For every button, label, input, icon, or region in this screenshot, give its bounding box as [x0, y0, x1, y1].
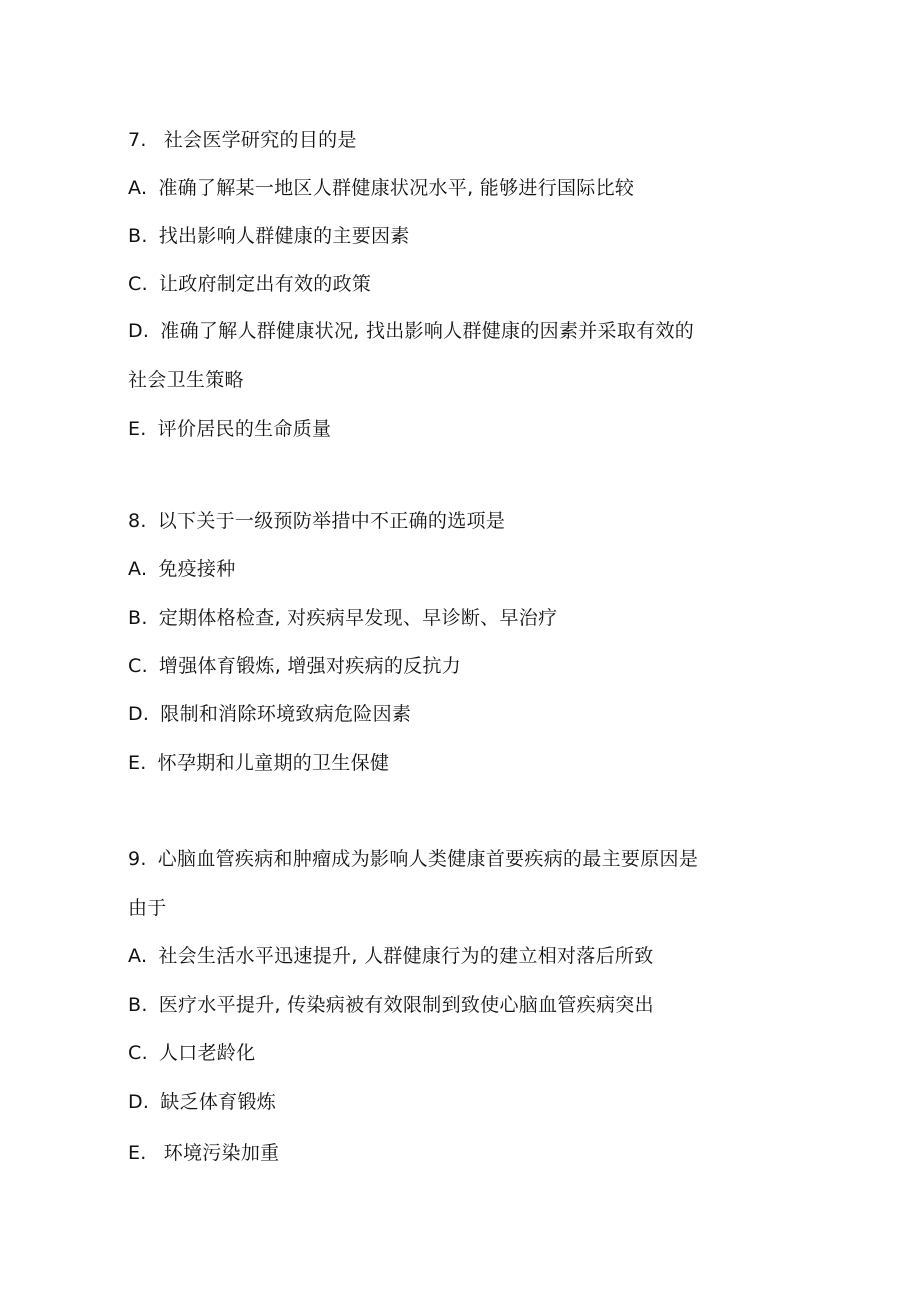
option-label: B.	[128, 225, 148, 247]
question-8-stem	[128, 508, 505, 534]
question-stem-text: 以下关于一级预防举措中不正确的选项是	[157, 510, 506, 532]
option-text: 让政府制定出有效的政策	[158, 273, 372, 295]
option-text: 准确了解人群健康状况, 找出影响人群健康的因素并采取有效的	[160, 320, 695, 342]
question-7-option-d-continued	[128, 367, 244, 393]
question-9-option-b	[128, 992, 654, 1018]
question-number: 7.	[128, 129, 147, 151]
question-stem-text: 心脑血管疾病和肿瘤成为影响人类健康首要疾病的最主要原因是	[157, 848, 699, 870]
option-label: D.	[128, 320, 150, 342]
question-number: 9.	[128, 848, 147, 870]
option-label: E.	[128, 418, 147, 440]
option-text: 怀孕期和儿童期的卫生保健	[157, 752, 390, 774]
question-9-option-e	[128, 1140, 279, 1166]
question-8-option-b	[128, 605, 557, 631]
question-7-option-c	[128, 271, 371, 297]
option-text: 免疫接种	[158, 558, 236, 580]
option-text: 环境污染加重	[163, 1142, 280, 1164]
option-label: E.	[128, 752, 147, 774]
option-text: 增强体育锻炼, 增强对疾病的反抗力	[158, 655, 462, 677]
option-text: 人口老龄化	[158, 1042, 256, 1064]
option-label: D.	[128, 703, 150, 725]
option-label: C.	[128, 1042, 148, 1064]
question-stem-text-continued: 由于	[128, 897, 167, 919]
option-text: 缺乏体育锻炼	[160, 1091, 277, 1113]
question-7-stem	[128, 127, 357, 153]
option-label: B.	[128, 994, 148, 1016]
option-label: D.	[128, 1091, 150, 1113]
option-text: 准确了解某一地区人群健康状况水平, 能够进行国际比较	[158, 177, 635, 199]
question-7-option-d	[128, 318, 694, 344]
option-text: 评价居民的生命质量	[157, 418, 332, 440]
question-7-option-e	[128, 416, 331, 442]
question-9-option-c	[128, 1040, 255, 1066]
question-8-option-c	[128, 653, 461, 679]
question-8-option-d	[128, 701, 411, 727]
option-text: 限制和消除环境致病危险因素	[160, 703, 412, 725]
option-text-continued: 社会卫生策略	[128, 369, 244, 391]
option-text: 社会生活水平迅速提升, 人群健康行为的建立相对落后所致	[158, 945, 654, 967]
question-number: 8.	[128, 510, 147, 532]
question-9-option-a	[128, 943, 654, 969]
option-label: A.	[128, 558, 148, 580]
option-label: A.	[128, 945, 148, 967]
option-label: C.	[128, 655, 148, 677]
question-8-option-a	[128, 556, 236, 582]
option-label: E.	[128, 1142, 147, 1164]
option-text: 医疗水平提升, 传染病被有效限制到致使心脑血管疾病突出	[158, 994, 654, 1016]
option-text: 找出影响人群健康的主要因素	[158, 225, 410, 247]
question-7-option-a	[128, 175, 634, 201]
option-label: A.	[128, 177, 148, 199]
option-label: C.	[128, 273, 148, 295]
question-9-stem-continued	[128, 895, 167, 921]
question-9-option-d	[128, 1089, 276, 1115]
option-text: 定期体格检查, 对疾病早发现、早诊断、早治疗	[158, 607, 558, 629]
question-8-option-e	[128, 750, 389, 776]
question-7-option-b	[128, 223, 410, 249]
question-stem-text: 社会医学研究的目的是	[163, 129, 357, 151]
question-9-stem	[128, 846, 698, 872]
option-label: B.	[128, 607, 148, 629]
